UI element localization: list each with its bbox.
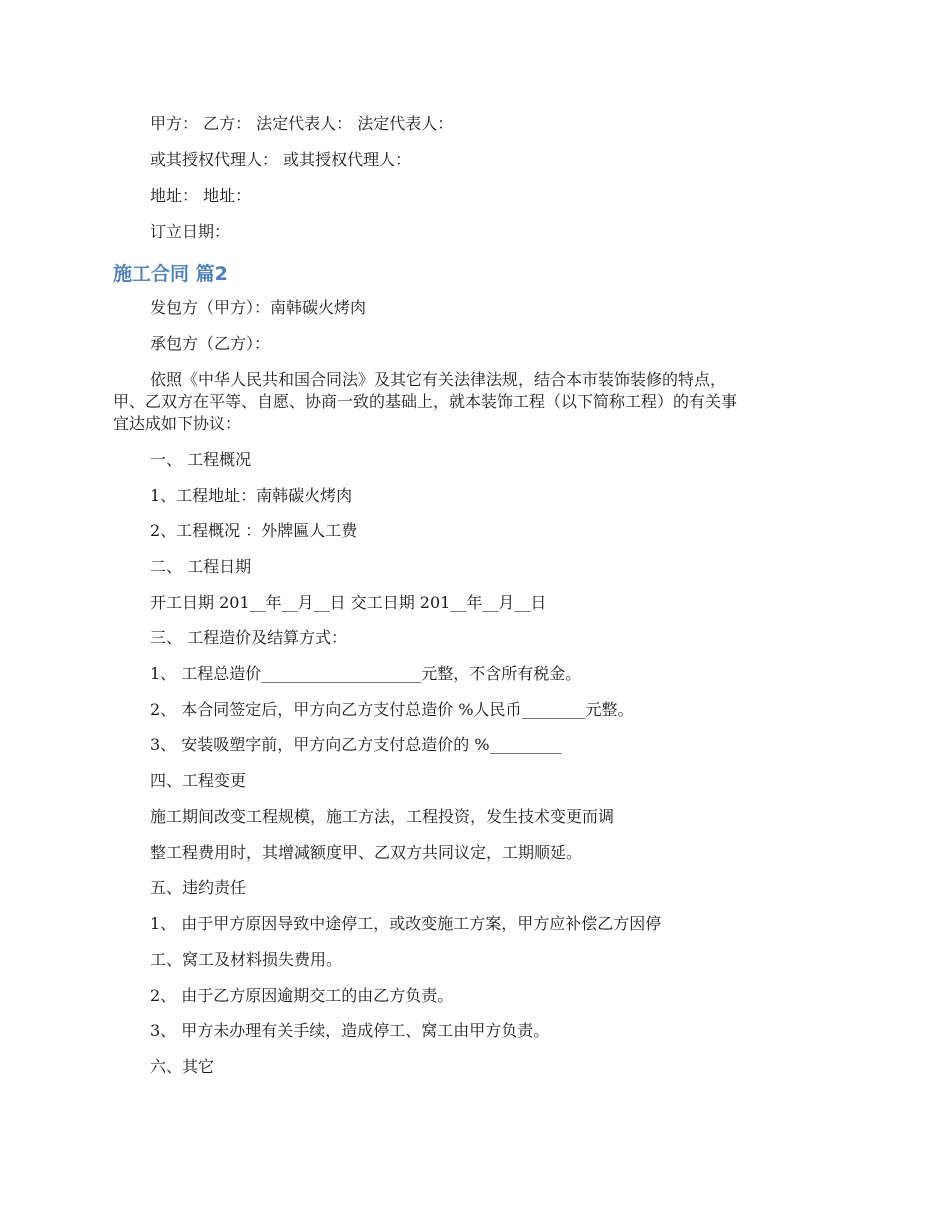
clause-line: 开工日期 201__年__月__日 交工日期 201__年__月__日 xyxy=(150,593,547,612)
clause-line: 2、 本合同签定后，甲方向乙方支付总造价 %人民币________元整。 xyxy=(150,700,634,719)
address-line: 地址： 地址： xyxy=(150,186,252,205)
intro-paragraph xyxy=(113,369,841,435)
contractor-line: 承包方（乙方）： xyxy=(150,334,271,353)
clause-line: 3、 安装吸塑字前，甲方向乙方支付总造价的 %_________ xyxy=(150,735,562,754)
clause-line: 六、其它 xyxy=(150,1057,215,1076)
clause-line: 工、窝工及材料损失费用。 xyxy=(150,950,343,969)
clause-line: 1、 由于甲方原因导致中途停工，或改变施工方案，甲方应补偿乙方因停 xyxy=(150,914,662,933)
clause-line: 四、工程变更 xyxy=(150,771,247,790)
clause-line: 1、工程地址：南韩碳火烤肉 xyxy=(150,486,353,505)
intro-line: 依照《中华人民共和国合同法》及其它有关法律法规，结合本市装饰装修的特点， xyxy=(150,370,727,389)
intro-line: 甲、乙双方在平等、自愿、协商一致的基础上，就本装饰工程（以下简称工程）的有关事 xyxy=(113,392,738,411)
clause-line: 施工期间改变工程规模，施工方法，工程投资，发生技术变更而调 xyxy=(150,807,615,826)
clause-line: 2、工程概况 ：外牌匾人工费 xyxy=(150,521,358,540)
signing-date-line: 订立日期： xyxy=(150,222,231,241)
clause-line: 一、 工程概况 xyxy=(150,450,252,469)
intro-line: 宜达成如下协议： xyxy=(113,414,242,433)
clause-line: 五、违约责任 xyxy=(150,878,247,897)
parties-line: 甲方： 乙方： 法定代表人： 法定代表人： xyxy=(150,114,454,133)
clause-line: 三、 工程造价及结算方式： xyxy=(150,628,348,647)
clause-line: 2、 由于乙方原因逾期交工的由乙方负责。 xyxy=(150,986,454,1005)
authorized-agent-line: 或其授权代理人： 或其授权代理人： xyxy=(150,150,412,169)
employer-line: 发包方（甲方）：南韩碳火烤肉 xyxy=(150,298,367,317)
clause-line: 整工程费用时，其增减额度甲、乙双方共同议定，工期顺延。 xyxy=(150,843,583,862)
section-heading: 施工合同 篇2 xyxy=(113,263,228,285)
clause-line: 1、 工程总造价____________________元整，不含所有税金。 xyxy=(150,664,582,683)
clause-line: 3、 甲方未办理有关手续，造成停工、窝工由甲方负责。 xyxy=(150,1021,550,1040)
clause-line: 二、 工程日期 xyxy=(150,557,252,576)
